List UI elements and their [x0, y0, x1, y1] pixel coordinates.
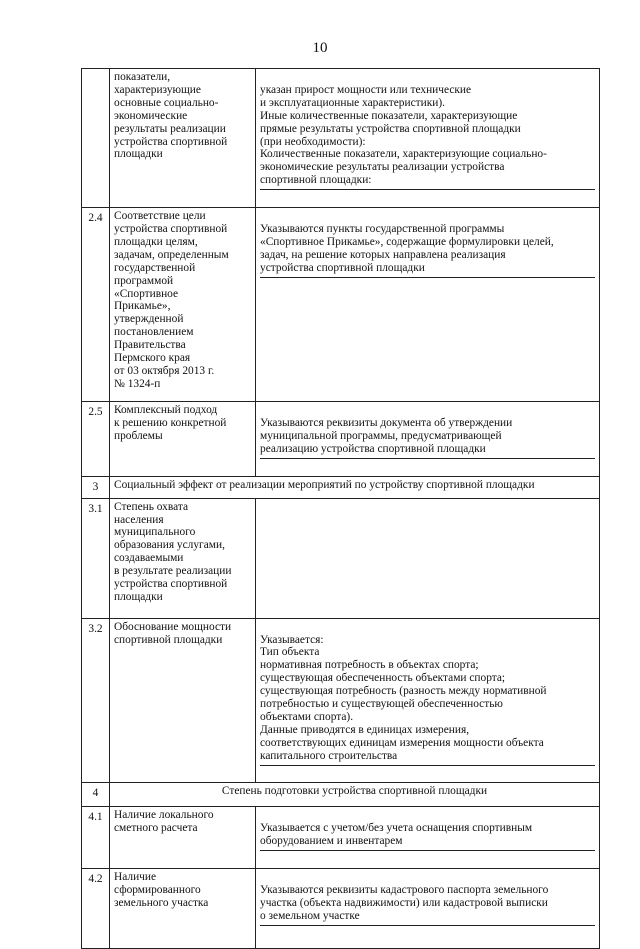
table-row-2-5 [82, 402, 600, 477]
section-row-4 [82, 783, 600, 807]
criterion-content-text: указан прирост мощности или технические и эксплуатационные характеристики). Иные количественные показатели, характеризующие прямые результаты устройства спортивной площадки (при необходимости): Количественные показатели, характеризующие социально- экономические результаты реализации устройства спортивной площадки: [260, 84, 595, 190]
criterion-name-cell: Наличие локального сметного расчета [110, 807, 256, 869]
criteria-table [81, 68, 600, 949]
row-number-cell: 4.1 [82, 807, 110, 869]
criterion-content-cell [256, 402, 600, 477]
criterion-content-cell [256, 869, 600, 949]
section-title: Социальный эффект от реализации мероприятий по устройству спортивной площадки [110, 476, 600, 498]
criterion-name-cell: Соответствие цели устройства спортивной площадки целям, задачам, определенным государственной программой «Спортивное Прикамье», утвержденной постановлением Правительства Пермского края от 03 октября 2013 г. № 1324-п [110, 208, 256, 402]
section-number-cell: 4 [82, 783, 110, 807]
criterion-name-cell: Комплексный подход к решению конкретной проблемы [110, 402, 256, 477]
criterion-content-text: Указываются реквизиты кадастрового паспорта земельного участка (объекта надвижимости) или кадастровой выписки о земельном участке [260, 884, 595, 926]
row-number-cell: 2.4 [82, 208, 110, 402]
criterion-content-cell [256, 807, 600, 869]
table-row-4-1 [82, 807, 600, 869]
criterion-content-cell [256, 618, 600, 783]
criterion-content-text: Указываются реквизиты документа об утверждении муниципальной программы, предусматривающей реализацию устройства спортивной площадки [260, 417, 595, 459]
section-number-cell: 3 [82, 476, 110, 498]
table-row-4-2 [82, 869, 600, 949]
criterion-content-text: Указывается с учетом/без учета оснащения спортивным оборудованием и инвентарем [260, 822, 595, 851]
section-row-3 [82, 476, 600, 498]
criterion-content-cell [256, 69, 600, 208]
criterion-name-cell: Наличие сформированного земельного участка [110, 869, 256, 949]
section-title: Степень подготовки устройства спортивной площадки [110, 783, 600, 807]
criterion-content-text: Указывается: Тип объекта нормативная потребность в объектах спорта; существующая обеспеченность объектами спорта; существующая потребность (разность между нормативной потребностью и существующей обеспеченностью объектами спорта). Данные приводятся в единицах измерения, соответствующих единицам измерения мощности объекта капитального строительства [260, 634, 595, 766]
row-number-cell [82, 69, 110, 208]
page-number: 10 [312, 40, 328, 56]
row-number-cell: 3.1 [82, 498, 110, 618]
table-row-3-1 [82, 498, 600, 618]
criterion-content-cell [256, 498, 600, 618]
row-number-cell: 2.5 [82, 402, 110, 477]
criterion-content-text: Указываются пункты государственной программы «Спортивное Прикамье», содержащие формулировки целей, задач, на решение которых направлена реализация устройства спортивной площадки [260, 223, 595, 278]
criterion-content-cell [256, 208, 600, 402]
row-number-cell: 3.2 [82, 618, 110, 783]
row-number-cell: 4.2 [82, 869, 110, 949]
table-row-continuation [82, 69, 600, 208]
criterion-name-cell: Степень охвата населения муниципального образования услугами, создаваемыми в результате реализации устройства спортивной площадки [110, 498, 256, 618]
criterion-name-cell: показатели, характеризующие основные социально- экономические результаты реализации устройства спортивной площадки [110, 69, 256, 208]
table-row-3-2 [82, 618, 600, 783]
criterion-name-cell: Обоснование мощности спортивной площадки [110, 618, 256, 783]
table-row-2-4 [82, 208, 600, 402]
